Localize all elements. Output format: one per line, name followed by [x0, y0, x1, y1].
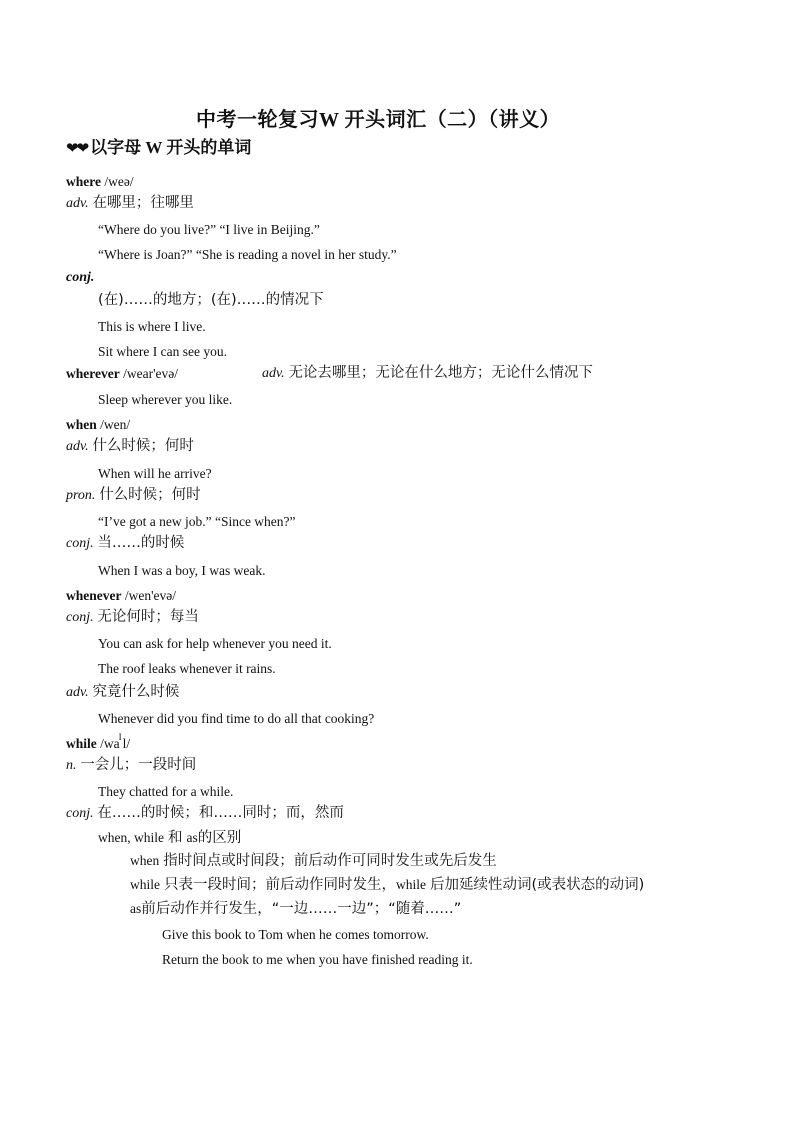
- definition: 在……的时候；和……同时；而，然而: [97, 805, 344, 821]
- headword-wherever: [66, 367, 178, 381]
- example-sentence: They chatted for a while.: [98, 784, 234, 799]
- phonetic: /wa: [100, 736, 120, 751]
- headword: when: [66, 417, 97, 432]
- note-text: as: [130, 901, 142, 916]
- part-of-speech: conj.: [66, 610, 94, 625]
- definition: 无论去哪里；无论在什么地方；无论什么情况下: [288, 365, 593, 381]
- note-difference-heading: [98, 830, 241, 846]
- example-sentence: The roof leaks whenever it rains.: [98, 661, 276, 676]
- headword-while: [66, 732, 131, 751]
- part-of-speech: conj.: [66, 270, 95, 285]
- note-text: 和: [167, 830, 183, 846]
- phonetic: /wear'evə/: [123, 366, 179, 381]
- definition: 究竟什么时候: [92, 684, 180, 700]
- note-text: while: [130, 877, 160, 892]
- example-sentence: When will he arrive?: [98, 466, 212, 481]
- example-sentence: This is where I live.: [98, 319, 206, 334]
- sense-whenever-conj: [66, 610, 199, 625]
- example-sentence: “I’ve got a new job.” “Since when?”: [98, 514, 296, 529]
- phonetic: l/: [122, 736, 131, 751]
- phonetic-mark: I: [118, 732, 122, 742]
- headword-whenever: [66, 589, 176, 603]
- note-text: 前后动作并行发生，“一边……一边”；“随着……”: [141, 901, 462, 917]
- sense-while-n: [66, 758, 196, 773]
- headword-where: [66, 175, 134, 189]
- example-sentence: Sleep wherever you like.: [98, 392, 233, 407]
- definition: 无论何时；每当: [97, 609, 199, 625]
- part-of-speech: pron.: [66, 488, 96, 503]
- note-text: 指时间点或时间段；前后动作可同时发生或先后发生: [163, 853, 497, 869]
- note-text: 后加延续性动词(或表状态的动词): [430, 877, 645, 893]
- definition: 当……的时候: [97, 535, 185, 551]
- section-heading-text: 以字母 W 开头的单词: [90, 138, 252, 157]
- definition: 在哪里；往哪里: [92, 195, 194, 211]
- heart-icon: ❤❤: [66, 139, 88, 157]
- example-sentence: “Where do you live?” “I live in Beijing.”: [98, 222, 320, 237]
- example-sentence: Whenever did you find time to do all that cooking?: [98, 711, 375, 726]
- part-of-speech: adv.: [66, 196, 89, 211]
- note-text: when, while: [98, 830, 164, 845]
- note-text: when: [130, 853, 160, 868]
- headword: wherever: [66, 366, 120, 381]
- section-heading: [66, 139, 251, 156]
- sense-when-conj: [66, 536, 184, 551]
- example-sentence: When I was a boy, I was weak.: [98, 563, 266, 578]
- page-title: 中考一轮复习W 开头词汇（二）（讲义）: [196, 109, 561, 131]
- note-while: [130, 877, 644, 893]
- definition: 一会儿；一段时间: [80, 757, 197, 773]
- note-text: 只表一段时间；前后动作同时发生，: [164, 877, 396, 893]
- note-when: [130, 853, 497, 869]
- definition: 什么时候；何时: [92, 438, 194, 454]
- note-text: 的区别: [197, 830, 242, 846]
- phonetic: /weə/: [104, 174, 134, 189]
- sense-where-conj: [66, 270, 94, 285]
- note-text: as: [186, 830, 198, 845]
- phonetic: /wen/: [100, 417, 131, 432]
- sense-whenever-adv: [66, 685, 179, 700]
- headword: whenever: [66, 588, 122, 603]
- example-sentence: Return the book to me when you have finished reading it.: [162, 952, 473, 967]
- part-of-speech: n.: [66, 758, 77, 773]
- example-sentence: Sit where I can see you.: [98, 344, 227, 359]
- note-as: [130, 901, 461, 917]
- sense-while-conj: [66, 806, 344, 821]
- note-text: while: [396, 877, 426, 892]
- example-sentence: “Where is Joan?” “She is reading a novel in her study.”: [98, 247, 397, 262]
- phonetic: /wen'evə/: [124, 588, 177, 603]
- part-of-speech: conj.: [66, 536, 94, 551]
- sense-wherever-adv: [262, 366, 593, 381]
- headword-when: [66, 418, 130, 432]
- headword: where: [66, 174, 101, 189]
- definition: 什么时候；何时: [99, 487, 201, 503]
- example-sentence: Give this book to Tom when he comes tomorrow.: [162, 927, 429, 942]
- headword: while: [66, 736, 97, 751]
- part-of-speech: conj.: [66, 806, 94, 821]
- part-of-speech: adv.: [262, 366, 285, 381]
- example-sentence: You can ask for help whenever you need it.: [98, 636, 332, 651]
- part-of-speech: adv.: [66, 685, 89, 700]
- sense-when-pron: [66, 488, 201, 503]
- sense-when-adv: [66, 439, 194, 454]
- part-of-speech: adv.: [66, 439, 89, 454]
- sense-where-adv: [66, 196, 194, 211]
- definition: (在)……的地方；(在)……的情况下: [98, 292, 324, 308]
